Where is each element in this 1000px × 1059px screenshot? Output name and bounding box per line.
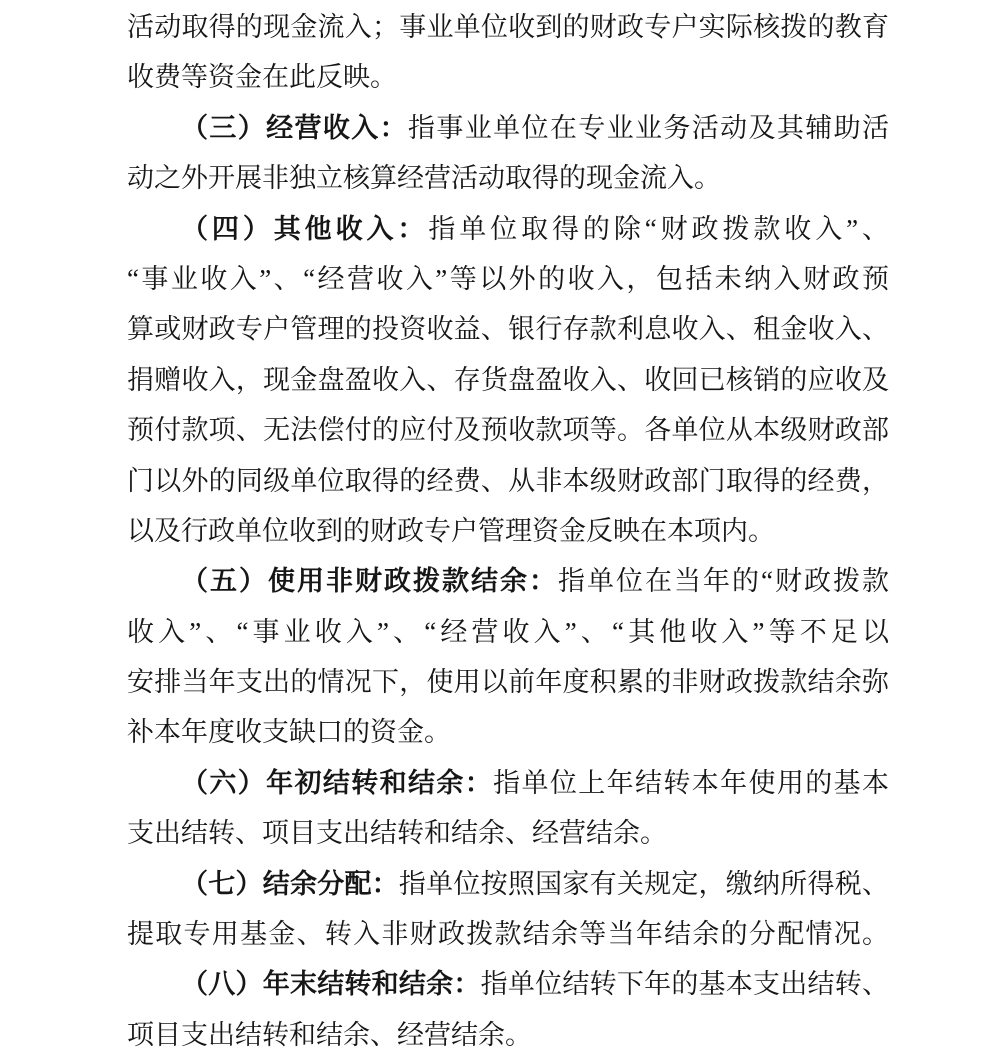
line-text: 收入”、“事业收入”、“经营收入”、“其他收入”等不足以 <box>127 616 889 647</box>
text-line <box>127 304 889 354</box>
line-text: 动之外开展非独立核算经营活动取得的现金流入。 <box>127 163 721 194</box>
document-text-block <box>127 2 889 1059</box>
line-text: 收费等资金在此反映。 <box>127 62 397 93</box>
paragraph-heading: （四）其他收入： <box>181 213 429 244</box>
text-line <box>127 657 889 707</box>
line-text: 指单位上年结转本年使用的基本 <box>493 767 889 798</box>
text-line <box>127 506 889 556</box>
line-text: 指单位结转下年的基本支出结转、 <box>480 969 889 1000</box>
text-line <box>127 254 889 304</box>
text-line <box>127 707 889 757</box>
line-text: 捐赠收入，现金盘盈收入、存货盘盈收入、收回已核销的应收及 <box>127 364 889 395</box>
line-text: “事业收入”、“经营收入”等以外的收入，包括未纳入财政预 <box>127 263 889 294</box>
text-line <box>127 204 889 254</box>
text-line <box>127 52 889 102</box>
line-text: 安排当年支出的情况下，使用以前年度积累的非财政拨款结余弥 <box>127 667 889 698</box>
line-text: 以及行政单位收到的财政专户管理资金反映在本项内。 <box>127 515 775 546</box>
text-line <box>127 758 889 808</box>
line-text: 门以外的同级单位取得的经费、从非本级财政部门取得的经费， <box>127 465 889 496</box>
text-line <box>127 607 889 657</box>
text-line <box>127 808 889 858</box>
line-text: 提取专用基金、转入非财政拨款结余等当年结余的分配情况。 <box>127 919 889 950</box>
line-text: 预付款项、无法偿付的应付及预收款项等。各单位从本级财政部 <box>127 415 889 446</box>
line-text: 指单位取得的除“财政拨款收入”、 <box>428 213 889 244</box>
line-text: 项目支出结转和结余、经营结余。 <box>127 1019 532 1050</box>
line-text: 指单位在当年的“财政拨款 <box>558 566 889 597</box>
line-text: 算或财政专户管理的投资收益、银行存款利息收入、租金收入、 <box>127 314 889 345</box>
paragraph-heading: （五）使用非财政拨款结余： <box>181 566 559 597</box>
text-line <box>127 153 889 203</box>
text-line <box>127 1010 889 1059</box>
text-line <box>127 959 889 1009</box>
text-line <box>127 859 889 909</box>
text-line <box>127 355 889 405</box>
text-line <box>127 556 889 606</box>
line-text: 支出结转、项目支出结转和结余、经营结余。 <box>127 818 667 849</box>
text-line <box>127 405 889 455</box>
text-line <box>127 103 889 153</box>
text-line <box>127 456 889 506</box>
paragraph-heading: （八）年末结转和结余： <box>181 969 481 1000</box>
text-line <box>127 2 889 52</box>
line-text: 活动取得的现金流入；事业单位收到的财政专户实际核拨的教育 <box>127 12 889 42</box>
paragraph-heading: （三）经营收入： <box>181 112 408 143</box>
text-line <box>127 909 889 959</box>
line-text: 指单位按照国家有关规定，缴纳所得税、 <box>398 868 889 899</box>
line-text: 补本年度收支缺口的资金。 <box>127 717 451 748</box>
paragraph-heading: （七）结余分配： <box>181 868 399 899</box>
paragraph-heading: （六）年初结转和结余： <box>181 767 494 798</box>
line-text: 指事业单位在专业业务活动及其辅助活 <box>408 112 889 143</box>
